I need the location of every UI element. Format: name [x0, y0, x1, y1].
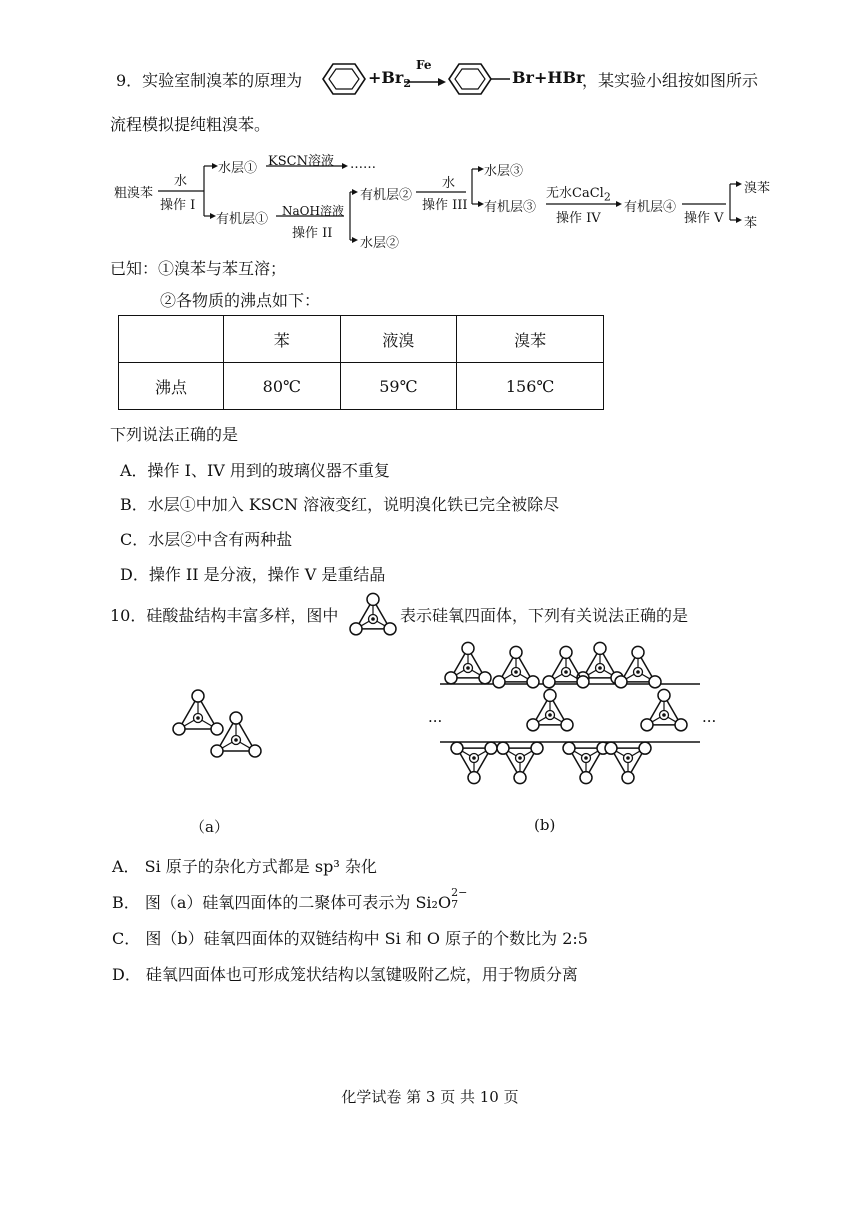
figure-a-label: （a） [190, 818, 229, 836]
oxygen-atom [560, 646, 572, 658]
table-header-cell: 液溴 [340, 316, 457, 363]
figure-b-label: (b) [534, 816, 556, 834]
flow-org4: 有机层④ [624, 200, 677, 215]
flow-naoh: NaOH溶液 [282, 204, 344, 218]
known-2: ②各物质的沸点如下： [160, 291, 321, 310]
flow-kscn: KSCN溶液 [268, 154, 334, 169]
oxygen-atom [468, 772, 480, 784]
oxygen-atom [445, 672, 457, 684]
table-cell: 59℃ [340, 363, 457, 410]
oxygen-atom [563, 742, 575, 754]
silicon-dot [548, 713, 552, 717]
oxygen-atom [479, 672, 491, 684]
oxygen-atom [531, 742, 543, 754]
br2-reactant: $+Br_2$ [368, 68, 412, 91]
flow-op4-label: 操作 IV [556, 211, 601, 226]
flow-op1-reagent: 水 [174, 174, 188, 189]
flow-benzene: 苯 [744, 216, 758, 231]
oxygen-atom [485, 742, 497, 754]
flow-aq3: 水层③ [484, 164, 524, 179]
q9-stem-cont: ，某实验小组按如图所示 [582, 71, 759, 90]
oxygen-atom [462, 642, 474, 654]
table-cell: 80℃ [224, 363, 341, 410]
flow-op1-label: 操作 I [160, 198, 196, 213]
flow-dots: …… [350, 157, 376, 172]
silicon-dot [598, 666, 602, 670]
flow-aq2: 水层② [360, 236, 400, 251]
table-row-label: 沸点 [119, 363, 224, 410]
silicon-dot [564, 670, 568, 674]
flow-org2: 有机层② [360, 188, 413, 203]
q10-option-c: C． 图（b）硅氧四面体的双链结构中 Si 和 O 原子的个数比为 2:5 [112, 929, 588, 948]
q9-stem-end: 流程模拟提纯粗溴苯。 [110, 115, 271, 134]
flow-op3-reagent: 水 [442, 176, 456, 191]
flow-bromobenzene: 溴苯 [744, 181, 771, 196]
silicon-dot [626, 756, 630, 760]
flow-op3-label: 操作 III [422, 198, 468, 213]
q9-ask: 下列说法正确的是 [110, 425, 239, 444]
oxygen-atom [514, 772, 526, 784]
silicon-dot [514, 670, 518, 674]
known-1: 已知：①溴苯与苯互溶； [110, 259, 287, 278]
q9-stem-start: 9．实验室制溴苯的原理为 [116, 71, 303, 90]
oxygen-atom [580, 772, 592, 784]
silicon-dot [518, 756, 522, 760]
ellipsis-right: ··· [702, 712, 717, 730]
q9-option-c: C．水层②中含有两种盐 [120, 530, 293, 549]
product-text: Br+HBr [512, 68, 585, 87]
oxygen-atom [622, 772, 634, 784]
oxygen-atom [639, 742, 651, 754]
oxygen-atom [615, 676, 627, 688]
oxygen-atom [649, 676, 661, 688]
silicon-dot [472, 756, 476, 760]
oxygen-atom [527, 719, 539, 731]
flow-aq1: 水层① [218, 161, 258, 176]
oxygen-atom [451, 742, 463, 754]
oxygen-atom [497, 742, 509, 754]
q9-option-b: B．水层①中加入 KSCN 溶液变红，说明溴化铁已完全被除尽 [120, 495, 560, 514]
oxygen-atom [632, 646, 644, 658]
flow-op5-label: 操作 V [684, 211, 724, 226]
silicon-dot [584, 756, 588, 760]
oxygen-atom [527, 676, 539, 688]
ellipsis-left: ··· [428, 712, 443, 730]
oxygen-atom [510, 646, 522, 658]
oxygen-atom [594, 642, 606, 654]
table-header-cell: 溴苯 [457, 316, 604, 363]
oxygen-atom [641, 719, 653, 731]
oxygen-atom [561, 719, 573, 731]
q10-stem-start: 10．硅酸盐结构丰富多样，图中 [110, 606, 339, 625]
oxygen-atom [605, 742, 617, 754]
q10-option-d: D． 硅氧四面体也可形成笼状结构以氢键吸附乙烷，用于物质分离 [112, 965, 578, 984]
oxygen-atom [544, 689, 556, 701]
oxygen-atom [577, 676, 589, 688]
q9-option-a: A．操作 I、IV 用到的玻璃仪器不重复 [120, 461, 390, 480]
flow-cacl2: 无水CaCl$_2$ [546, 186, 611, 204]
flow-org3: 有机层③ [484, 200, 537, 215]
q10-option-a: A． Si 原子的杂化方式都是 sp³ 杂化 [112, 857, 377, 876]
flow-op2-label: 操作 II [292, 226, 333, 241]
table-header-cell: 苯 [224, 316, 341, 363]
q9-option-d: D．操作 II 是分液，操作 V 是重结晶 [120, 565, 386, 584]
silicon-dot [662, 713, 666, 717]
page-footer: 化学试卷 第 3 页 共 10 页 [341, 1088, 519, 1106]
table-cell: 156℃ [457, 363, 604, 410]
oxygen-atom [658, 689, 670, 701]
oxygen-atom [543, 676, 555, 688]
flow-start-crude: 粗溴苯 [114, 186, 154, 201]
q10-stem-end: 表示硅氧四面体，下列有关说法正确的是 [400, 606, 689, 625]
oxygen-atom [675, 719, 687, 731]
silicon-dot [636, 670, 640, 674]
fe-catalyst-label: Fe [416, 58, 432, 72]
q10-option-b: B． 图（a）硅氧四面体的二聚体可表示为 Si₂O 2− 7 [112, 886, 468, 912]
flow-org1: 有机层① [216, 212, 269, 227]
silicon-dot [466, 666, 470, 670]
oxygen-atom [493, 676, 505, 688]
